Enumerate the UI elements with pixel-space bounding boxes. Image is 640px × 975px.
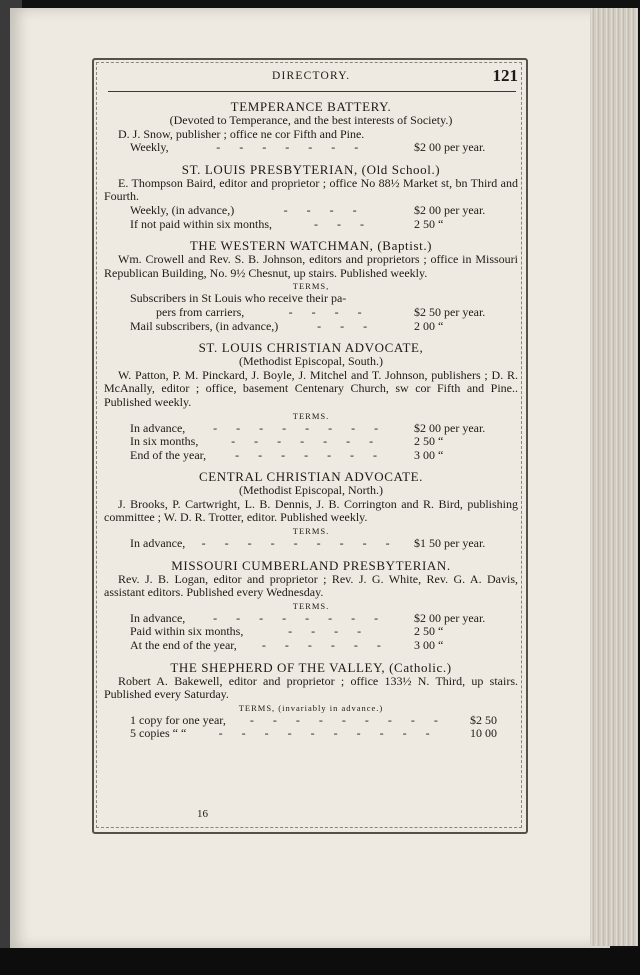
rate-amount: $2 00 per year.	[414, 420, 486, 435]
entry-title: ST. LOUIS CHRISTIAN ADVOCATE,	[198, 340, 424, 356]
rate-row	[104, 639, 518, 653]
rate-label: 1 copy for one year,	[130, 712, 226, 727]
rate-row	[104, 422, 518, 436]
directory-content	[104, 99, 518, 748]
rate-row	[104, 714, 518, 728]
entry-text: W. Patton, P. M. Pinckard, J. Boyle, J. Mitchel and T. Johnson, publishers ; D. R. McAnally, editor ; office, basement Centenary Church, sw cor Fifth and Pine.. Published weekly.	[104, 367, 518, 409]
entry-western-watchman	[104, 238, 518, 333]
running-header	[100, 66, 518, 88]
rate-label: In six months,	[130, 434, 199, 449]
rate-leader: - - - - - - - - -	[201, 537, 398, 551]
rate-amount: 2 50 “	[414, 216, 444, 231]
entry-title: THE SHEPHERD OF THE VALLEY, (Catholic.)	[170, 659, 452, 675]
rate-label: If not paid within six months,	[130, 216, 272, 231]
rate-row	[104, 320, 518, 334]
rate-row	[104, 141, 518, 155]
rate-label: In advance,	[130, 420, 186, 435]
rate-amount: 3 00 “	[414, 638, 444, 653]
entry-st-louis-christian-advocate	[104, 340, 518, 462]
page-number: 121	[492, 66, 518, 85]
entry-title: CENTRAL CHRISTIAN ADVOCATE.	[198, 469, 424, 485]
rate-leader: - - - - - -	[261, 639, 389, 653]
rate-row	[104, 625, 518, 639]
rate-amount: 2 50 “	[414, 624, 444, 639]
entry-missouri-cumberland-presbyterian	[104, 558, 518, 653]
rate-row	[104, 306, 518, 320]
rate-amount: $2 50	[470, 712, 497, 727]
rate-label: Subscribers in St Louis who receive their pa-	[130, 291, 347, 306]
entry-text: E. Thompson Baird, editor and proprietor ; office No 88½ Market st, bn Third and Fourth.	[104, 175, 518, 204]
rate-label: 5 copies “ “	[130, 726, 187, 741]
rate-leader: - - - - - - - - - -	[218, 727, 438, 741]
rate-row	[104, 537, 518, 551]
rate-row	[104, 218, 518, 232]
signature-mark: 16	[197, 808, 208, 820]
rate-label: In advance,	[130, 536, 186, 551]
rate-leader: - - - - - - -	[216, 141, 367, 155]
scan-background	[0, 948, 640, 975]
entry-title: MISSOURI CUMBERLAND PRESBYTERIAN.	[171, 557, 451, 573]
rate-row	[104, 204, 518, 218]
rate-leader: - - - - - - - -	[213, 611, 387, 625]
rate-leader: - - - - - - -	[235, 448, 386, 462]
rate-label: In advance,	[130, 610, 186, 625]
entry-st-louis-presbyterian	[104, 162, 518, 231]
terms-heading: TERMS, (invariably in advance.)	[238, 702, 384, 713]
rate-leader: - - - -	[283, 203, 365, 217]
terms-heading: TERMS.	[292, 526, 330, 537]
rate-label: At the end of the year,	[130, 638, 237, 653]
terms-heading: TERMS.	[292, 600, 330, 611]
rate-leader: - - - -	[288, 625, 370, 639]
entry-text: Rev. J. B. Logan, editor and proprietor ; Rev. J. G. White, Rev. G. A. Davis, assistant editors. Published every Wednesday.	[104, 571, 518, 600]
rate-row	[104, 435, 518, 449]
rate-leader: - - - - - - -	[231, 435, 382, 449]
rate-amount: $2 00 per year.	[414, 140, 486, 155]
entry-subtitle: (Devoted to Temperance, and the best interests of Society.)	[169, 113, 453, 127]
entry-subtitle: (Methodist Episcopal, North.)	[239, 483, 383, 498]
rate-amount: $1 50 per year.	[414, 536, 486, 551]
rate-leader: - - -	[314, 217, 372, 231]
rate-leader: - - -	[317, 319, 376, 333]
rate-amount: 2 50 “	[414, 434, 444, 449]
rate-label: End of the year,	[130, 447, 207, 462]
entry-text: J. Brooks, P. Cartwright, L. B. Dennis, J. B. Corrington and R. Bird, publishing committee ; W. D. R. Trotter, editor. Published weekly.	[104, 496, 518, 525]
rate-amount: $2 00 per year.	[414, 202, 486, 217]
rate-label: Weekly, (in advance,)	[130, 202, 235, 217]
rate-label: pers from carriers,	[156, 304, 245, 319]
rate-row	[104, 449, 518, 463]
rate-amount: 10 00	[470, 726, 497, 741]
page-edges	[590, 8, 638, 946]
rate-row	[104, 612, 518, 626]
entry-text: Wm. Crowell and Rev. S. B. Johnson, editors and proprietors ; office in Missouri Republican Building, No. 9½ Chesnut, up stairs. Published weekly.	[104, 252, 518, 280]
terms-heading: TERMS,	[292, 281, 330, 292]
entry-subtitle: (Methodist Episcopal, South.)	[239, 354, 383, 369]
rate-label: Paid within six months,	[130, 624, 244, 639]
header-rule	[108, 91, 516, 92]
rate-leader: - - - -	[288, 305, 370, 319]
rate-label: Weekly,	[130, 140, 169, 155]
entry-text: Robert A. Bakewell, editor and proprietor ; office 133½ N. Third, up stairs. Published every Saturday.	[104, 673, 518, 702]
entry-shepherd-of-the-valley	[104, 660, 518, 741]
rate-amount: $2 50 per year.	[414, 304, 486, 319]
entry-text: D. J. Snow, publisher ; office ne cor Fifth and Pine.	[118, 126, 365, 141]
entry-title: THE WESTERN WATCHMAN, (Baptist.)	[189, 238, 433, 254]
rate-leader: - - - - - - - - -	[249, 713, 446, 727]
rate-amount: $2 00 per year.	[414, 610, 486, 625]
rate-label: Mail subscribers, (in advance,)	[130, 318, 279, 333]
rate-row	[104, 727, 518, 741]
rate-amount: 2 00 “	[414, 318, 444, 333]
rate-amount: 3 00 “	[414, 447, 444, 462]
rate-intro	[104, 292, 518, 306]
terms-heading: TERMS.	[292, 410, 330, 421]
entry-central-christian-advocate	[104, 469, 518, 550]
rate-leader: - - - - - - - -	[213, 421, 387, 435]
entry-title: ST. LOUIS PRESBYTERIAN, (Old School.)	[181, 161, 441, 177]
entry-temperance-battery	[104, 99, 518, 155]
header-title: DIRECTORY.	[272, 70, 351, 82]
entry-title: TEMPERANCE BATTERY.	[230, 99, 392, 114]
